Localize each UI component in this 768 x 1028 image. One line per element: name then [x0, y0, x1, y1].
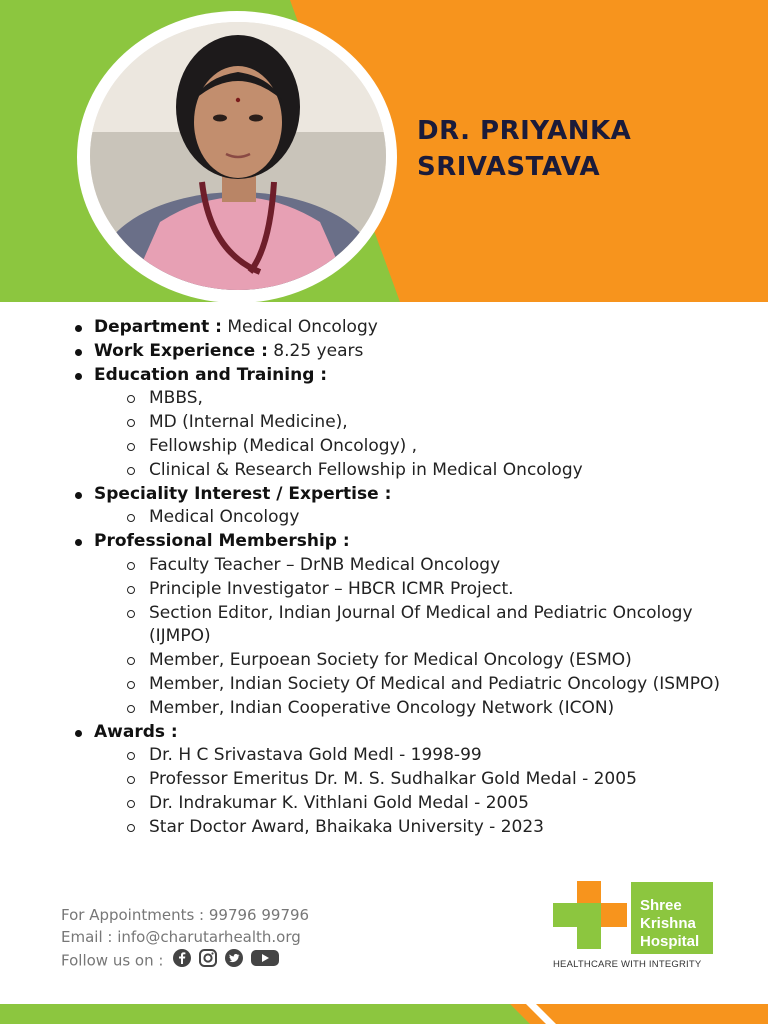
awards-item [72, 721, 752, 840]
logo-line3: Hospital [640, 933, 700, 950]
social-icons [172, 948, 280, 974]
membership-entry: Faculty Teacher – DrNB Medical Oncology [127, 554, 752, 578]
speciality-label: Speciality Interest / Expertise : [94, 483, 392, 504]
membership-entry: Principle Investigator – HBCR ICMR Project. [127, 578, 752, 602]
department-value: Medical Oncology [227, 317, 378, 337]
doctor-name [417, 113, 747, 185]
speciality-list [94, 506, 752, 530]
appointment-phone[interactable]: For Appointments : 99796 99796 [61, 906, 310, 924]
doctor-name-line2: SRIVASTAVA [417, 152, 601, 182]
doctor-name-line1: DR. PRIYANKA [417, 116, 632, 146]
membership-entry: Member, Indian Cooperative Oncology Network (ICON) [127, 697, 752, 721]
profile-list [72, 316, 752, 840]
membership-entry: Member, Indian Society Of Medical and Pediatric Oncology (ISMPO) [127, 673, 752, 697]
education-entry: MBBS, [127, 387, 752, 411]
experience-item [72, 340, 752, 364]
award-entry: Dr. H C Srivastava Gold Medl - 1998-99 [127, 744, 752, 768]
education-label: Education and Training : [94, 364, 328, 385]
logo-line1: Shree [640, 897, 682, 914]
department-item [72, 316, 752, 340]
profile-details [72, 316, 752, 840]
contact-info [61, 904, 309, 974]
membership-item [72, 530, 752, 720]
awards-label: Awards : [94, 721, 178, 742]
speciality-item [72, 483, 752, 531]
instagram-icon[interactable] [198, 948, 218, 974]
contact-email[interactable]: Email : info@charutarhealth.org [61, 928, 301, 946]
follow-row [61, 948, 309, 974]
logo-wordmark [640, 897, 699, 951]
logo-line2: Krishna [640, 915, 696, 932]
facebook-icon[interactable] [172, 948, 192, 974]
follow-label: Follow us on : [61, 951, 164, 970]
membership-entry: Member, Eurpoean Society for Medical Oncology (ESMO) [127, 649, 752, 673]
doctor-photo [90, 22, 386, 290]
education-entry: Fellowship (Medical Oncology) , [127, 435, 752, 459]
experience-label: Work Experience : [94, 340, 268, 361]
experience-value: 8.25 years [273, 340, 364, 361]
award-entry: Star Doctor Award, Bhaikaka University - 2023 [127, 816, 752, 840]
speciality-entry: Medical Oncology [127, 506, 752, 530]
education-list [94, 387, 752, 482]
award-entry: Professor Emeritus Dr. M. S. Sudhalkar Gold Medal - 2005 [127, 768, 752, 792]
award-entry: Dr. Indrakumar K. Vithlani Gold Medal - 2005 [127, 792, 752, 816]
awards-list [94, 744, 752, 839]
footer-bar [0, 1004, 768, 1024]
membership-entry: Section Editor, Indian Journal Of Medical and Pediatric Oncology (IJMPO) [127, 602, 752, 650]
membership-list [94, 554, 752, 721]
membership-label: Professional Membership : [94, 531, 350, 552]
education-entry: Clinical & Research Fellowship in Medical Oncology [127, 459, 752, 483]
department-label: Department : [94, 317, 222, 337]
hospital-logo [553, 881, 715, 971]
education-item [72, 364, 752, 483]
youtube-icon[interactable] [250, 948, 280, 974]
education-entry: MD (Internal Medicine), [127, 411, 752, 435]
twitter-icon[interactable] [224, 948, 244, 974]
logo-tagline: HEALTHCARE WITH INTEGRITY [553, 959, 702, 970]
